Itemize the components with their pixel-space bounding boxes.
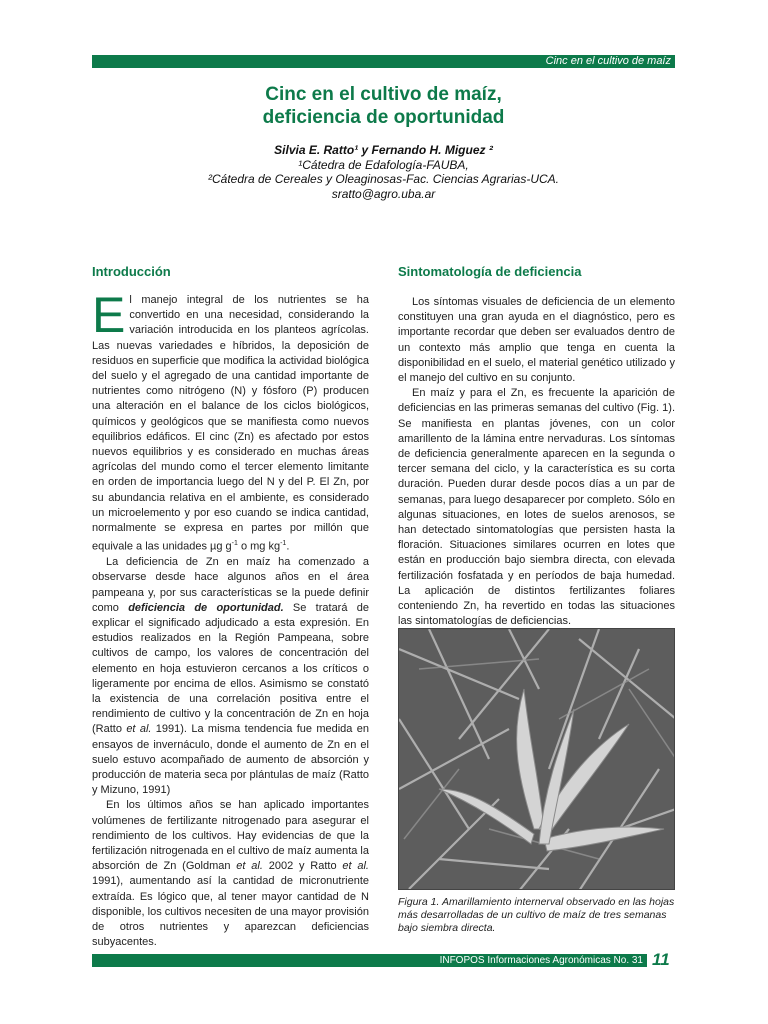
intro-paragraph-2: La deficiencia de Zn en maíz ha comenzado a observarse desde hace algunos años en el área pampeana y, por sus características se la puede definir como deficiencia de oportunidad. Se tratará de explicar el significado adjudicado a esta expresión. En estudios realizados en la Región Pampeana, sobre cultivos de campo, los valores de concentración del elemento en hoja estuvieron cercanos a los críticos o ligeramente por encima de ellos. Asimismo se constató la existencia de una correlación positiva entre el rendimiento de cultivo y la concentración de Zn en hoja (Ratto et al. 1991). La misma tendencia fue medida en ensayos de invernáculo, donde el aumento de Zn en el suelo estuvo acompañado de aumento de absorción y producción de materia seca por plántulas de maíz (Ratto y Mizuno, 1991) (92, 556, 369, 797)
article-title (92, 83, 675, 129)
intro-column (92, 287, 369, 950)
journal-footer (92, 954, 647, 967)
running-header (92, 55, 675, 68)
figure-1-caption: Figura 1. Amarillamiento internerval observado en las hojas más desarrolladas de un cultivo de maíz de tres semanas bajo siembra directa. (398, 896, 675, 934)
maize-seedling-photo (399, 629, 675, 890)
symptoms-heading: Sintomatología de deficiencia (398, 264, 582, 279)
intro-heading: Introducción (92, 264, 171, 279)
running-title: Cinc en el cultivo de maíz (545, 55, 671, 67)
title-line-2: deficiencia de oportunidad (262, 107, 505, 128)
figure-1-photo (398, 628, 675, 890)
intro-paragraph-1: El manejo integral de los nutrientes se ha convertido en una necesidad, considerando la variación introducida en los planteos agrícolas. Las nuevas variedades e híbridos, la deposición de residuos en superficie que modifica la actividad biológica del suelo y el agregado de una cantidad importante de nutrientes como nitrógeno (N) y fósforo (P) producen una alteración en el balance de los ciclos biológicos, químicos y geológicos que se manifiesta como nuevos equilibrios edáficos. El cinc (Zn) es afectado por estos nuevos equilibrios y es considerado en muchas áreas agrícolas del mundo como el tercer elemento limitante en orden de importancia luego del N y del P. El Zn, por su abundancia relativa en el ambiente, es considerado un microelemento y por eso cuando se indica cantidad, normalmente se expresa en partes por millón que equivale a las unidades µg $g^{-1}$ o mg $kg^{-1}$. (92, 287, 369, 553)
affiliation-1: ¹Cátedra de Edafología-FAUBA, (298, 157, 469, 172)
symptoms-paragraph-1: Los síntomas visuales de deficiencia de un elemento constituyen una gran ayuda en el diagnóstico, pero es importante recordar que deben ser evaluados dentro de un contexto más amplio que tenga en cuenta la disponibilidad en el suelo, el material genético utilizado y el manejo del cultivo en su conjunto. (398, 296, 675, 385)
symptoms-paragraph-2: En maíz y para el Zn, es frecuente la aparición de deficiencias en las primeras semanas del cultivo (Fig. 1). Se manifiesta en plantas jóvenes, con un color amarillento de la lámina entre nervaduras. Los síntomas de deficiencia generalmente aparecen en la segunda o tercer semana del ciclo, y la característica es su corta duración. Pueden durar desde pocos días a un par de semanas, para luego desaparecer por completo. Sólo en algunas situaciones, en lotes de suelos arenosos, se han detectado sintomatologías que persisten hasta la floración. Situaciones similares ocurren en lotes que están en producción bajo siembra directa, con elevada fertilización fosfatada y en períodos de baja humedad. La aplicación de distintos fertilizantes foliares conteniendo Zn, ha revertido en todas las situaciones las sintomatologías de deficiencias. (398, 387, 676, 628)
author-email[interactable]: sratto@agro.uba.ar (331, 186, 436, 201)
symptoms-column (398, 295, 675, 629)
drop-cap: E (92, 287, 126, 343)
author-block (92, 143, 675, 201)
title-line-1: Cinc en el cultivo de maíz, (265, 84, 502, 105)
affiliation-2: ²Cátedra de Cereales y Oleaginosas-Fac. Ciencias Agrarias-UCA. (207, 172, 560, 186)
author-names: Silvia E. Ratto¹ y Fernando H. Miguez ² (274, 143, 493, 157)
page-number: 11 (652, 950, 670, 969)
journal-name: INFOPOS Informaciones Agronómicas No. 31 (439, 955, 643, 966)
intro-paragraph-3: En los últimos años se han aplicado importantes volúmenes de fertilizante nitrogenado para asegurar el rendimiento de los cultivos. Hay evidencias de que la fertilización nitrogenada en el cultivo de maíz aumenta la absorción de Zn (Goldman et al. 2002 y Ratto et al. 1991), aumentando así la cantidad de micronutriente extraída. Es lógico que, al tener mayor cantidad de N disponible, los cultivos necesiten de una mayor provisión de otros nutrientes y aparezcan deficiencias subyacentes. (92, 799, 369, 949)
